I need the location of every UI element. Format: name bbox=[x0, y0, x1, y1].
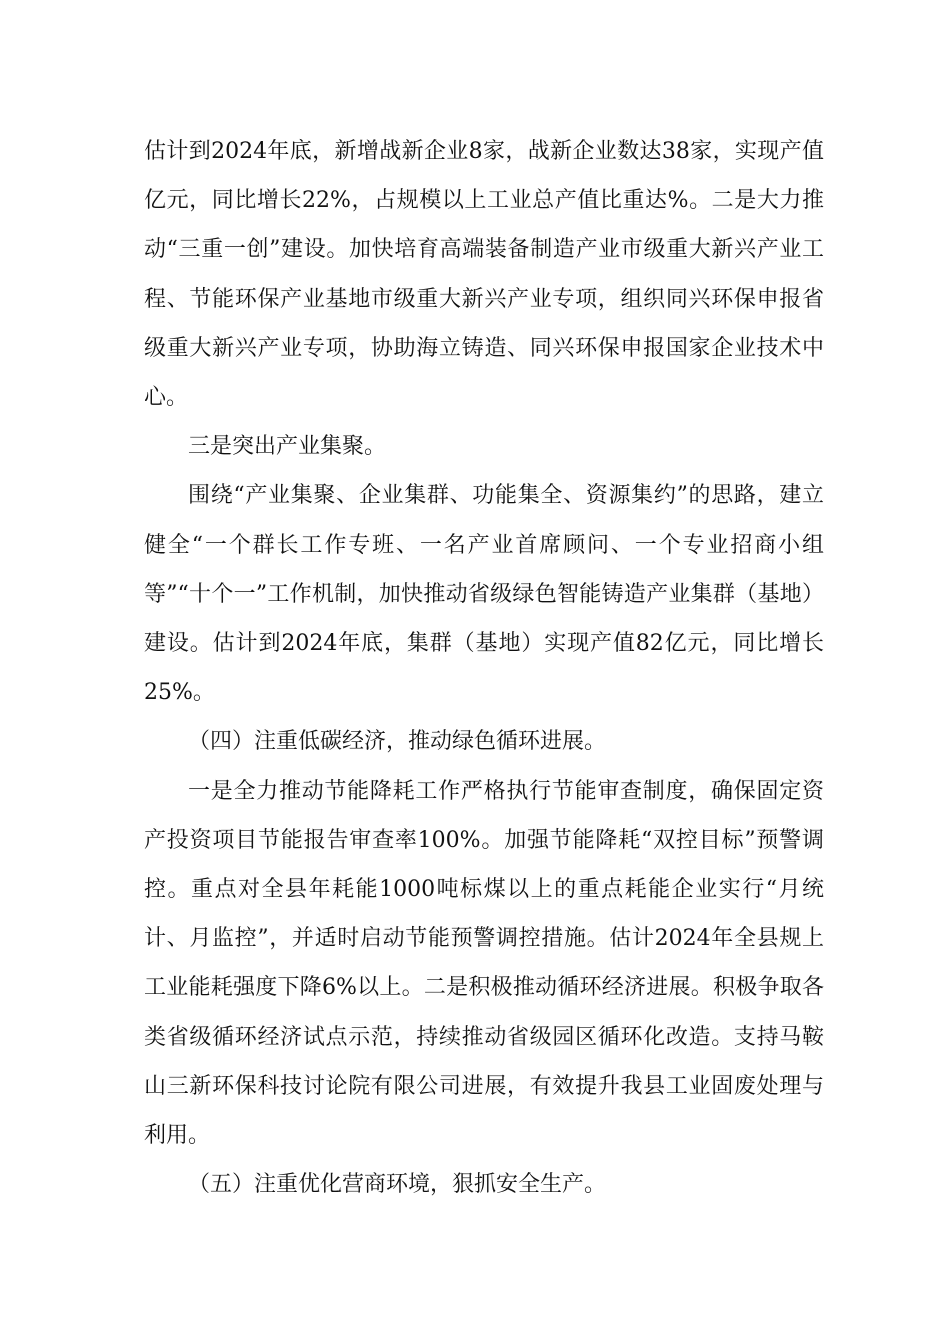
paragraph-3: 围绕“产业集聚、企业集群、功能集全、资源集约”的思路，建立健全“一个群长工作专班、一名产业首席顾问、一个专业招商小组等”“十个一”工作机制，加快推动省级绿色智能铸造产业集群（基地）建设。估计到2024年底，集群（基地）实现产值82亿元，同比增长25%。 bbox=[144, 483, 825, 706]
paragraph-2: 三是突出产业集聚。 bbox=[188, 434, 387, 460]
paragraph-5: 一是全力推动节能降耗工作严格执行节能审查制度，确保固定资产投资项目节能报告审查率100%。加强节能降耗“双控目标”预警调控。重点对全县年耗能1000吨标煤以上的重点耗能企业实行“月统计、月监控”，并适时启动节能预警调控措施。估计2024年全县规上工业能耗强度下降6%以上。二是积极推动循环经济进展。积极争取各类省级循环经济试点示范，持续推动省级园区循环化改造。支持马鞍山三新环保科技讨论院有限公司进展，有效提升我县工业固废处理与利用。 bbox=[144, 778, 824, 1149]
document-body bbox=[144, 127, 824, 1209]
section-heading-4: （四）注重低碳经济，推动绿色循环进展。 bbox=[188, 729, 607, 755]
paragraph-1: 估计到2024年底，新增战新企业8家，战新企业数达38家，实现产值亿元，同比增长22%，占规模以上工业总产值比重达%。二是大力推动“三重一创”建设。加快培育高端装备制造产业市级重大新兴产业工程、节能环保产业基地市级重大新兴产业专项，组织同兴环保申报省级重大新兴产业专项，协助海立铸造、同兴环保申报国家企业技术中心。 bbox=[144, 139, 824, 411]
section-heading-5: （五）注重优化营商环境，狠抓安全生产。 bbox=[188, 1172, 607, 1198]
